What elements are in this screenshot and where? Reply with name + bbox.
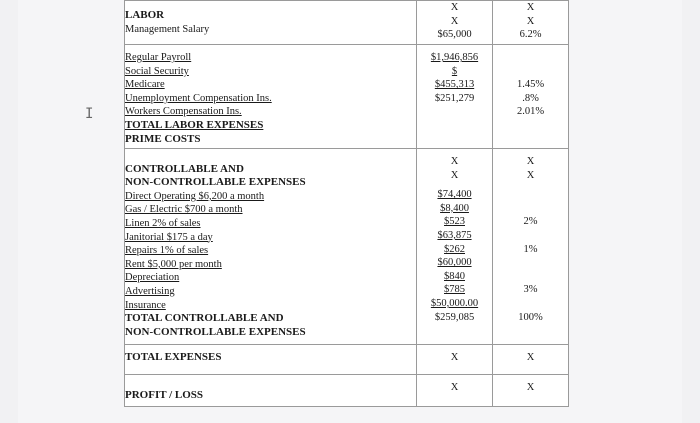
profit-loss-row bbox=[125, 375, 569, 407]
controllable-amount-x2: X bbox=[450, 169, 459, 181]
management-salary-percent: 6.2% bbox=[519, 29, 542, 41]
profit-loss-amount: X bbox=[450, 382, 459, 393]
total-expenses-label-cell bbox=[125, 345, 417, 375]
total-controllable-amount: $259,085 bbox=[434, 311, 475, 323]
profit-loss-label-cell bbox=[125, 375, 417, 407]
total-expenses-label: TOTAL EXPENSES bbox=[125, 351, 222, 363]
unemployment-percent: .8% bbox=[522, 92, 539, 104]
regular-payroll-amount: $1,946,856 bbox=[430, 52, 479, 63]
linen-label: Linen 2% of sales bbox=[125, 217, 201, 229]
payroll-percent-cell bbox=[493, 45, 569, 149]
advertising-amount: $785 bbox=[444, 284, 465, 296]
rent-label: Rent $5,000 per month bbox=[125, 258, 222, 270]
payroll-amount-cell bbox=[417, 45, 493, 149]
total-expenses-row bbox=[125, 345, 569, 375]
prime-costs-label: PRIME COSTS bbox=[125, 132, 201, 145]
total-expenses-amount-cell bbox=[417, 345, 493, 375]
total-labor-label: TOTAL LABOR EXPENSES bbox=[125, 118, 264, 131]
labor-percent-cell bbox=[493, 1, 569, 45]
labor-percent-1: X bbox=[526, 2, 535, 13]
depreciation-amount: $840 bbox=[444, 270, 465, 282]
controllable-amount-cell bbox=[417, 149, 493, 345]
social-security-label: Social Security bbox=[125, 65, 189, 77]
labor-percent-2: X bbox=[526, 15, 535, 27]
gas-electric-label: Gas / Electric $700 a month bbox=[125, 204, 243, 216]
labor-row bbox=[125, 1, 569, 45]
advertising-label: Advertising bbox=[125, 285, 175, 297]
profit-loss-percent-cell bbox=[493, 375, 569, 407]
janitorial-label: Janitorial $175 a day bbox=[125, 231, 213, 243]
social-security-amount: $ bbox=[451, 65, 458, 77]
controllable-label-cell bbox=[125, 149, 417, 345]
regular-payroll-label: Regular Payroll bbox=[125, 52, 192, 63]
repairs-amount: $262 bbox=[444, 243, 465, 255]
management-salary-label: Management Salary bbox=[125, 23, 210, 35]
labor-label-cell bbox=[125, 1, 417, 45]
controllable-percent-x1: X bbox=[526, 156, 535, 167]
labor-heading: LABOR bbox=[125, 9, 165, 21]
rent-amount: $60,000 bbox=[437, 257, 472, 269]
unemployment-amount: $251,279 bbox=[434, 92, 475, 104]
controllable-percent-cell bbox=[493, 149, 569, 345]
total-controllable-label-1: TOTAL CONTROLLABLE AND bbox=[125, 312, 284, 325]
direct-operating-label: Direct Operating $6,200 a month bbox=[125, 190, 265, 202]
insurance-label: Insurance bbox=[125, 299, 166, 311]
labor-amount-1: X bbox=[450, 2, 459, 13]
direct-operating-amount: $74,400 bbox=[437, 189, 472, 201]
gas-electric-amount: $8,400 bbox=[440, 202, 469, 214]
payroll-row bbox=[125, 45, 569, 149]
controllable-percent-x2: X bbox=[526, 169, 535, 181]
worksheet-table bbox=[124, 0, 569, 407]
unemployment-label: Unemployment Compensation Ins. bbox=[125, 92, 272, 104]
total-expenses-amount: X bbox=[450, 352, 459, 363]
text-cursor-icon: I bbox=[85, 106, 94, 122]
profit-loss-label: PROFIT / LOSS bbox=[125, 388, 204, 401]
advertising-percent: 3% bbox=[523, 284, 538, 296]
controllable-heading-2: NON-CONTROLLABLE EXPENSES bbox=[125, 176, 306, 189]
linen-amount: $523 bbox=[444, 216, 465, 228]
total-controllable-label-2: NON-CONTROLLABLE EXPENSES bbox=[125, 325, 306, 338]
controllable-amount-x1: X bbox=[450, 156, 459, 167]
medicare-percent: 1.45% bbox=[516, 79, 545, 91]
medicare-label: Medicare bbox=[125, 79, 165, 91]
total-controllable-percent: 100% bbox=[518, 311, 543, 323]
management-salary-amount: $65,000 bbox=[437, 29, 472, 41]
repairs-percent: 1% bbox=[523, 243, 538, 255]
controllable-row bbox=[125, 149, 569, 345]
linen-percent: 2% bbox=[523, 216, 538, 228]
workers-comp-percent: 2.01% bbox=[516, 106, 545, 118]
janitorial-amount: $63,875 bbox=[437, 229, 472, 241]
payroll-label-cell bbox=[125, 45, 417, 149]
labor-amount-2: X bbox=[450, 15, 459, 27]
depreciation-label: Depreciation bbox=[125, 272, 180, 284]
controllable-heading-1: CONTROLLABLE AND bbox=[125, 162, 244, 175]
workers-comp-label: Workers Compensation Ins. bbox=[125, 106, 242, 118]
total-expenses-percent: X bbox=[526, 352, 535, 363]
profit-loss-percent: X bbox=[526, 382, 535, 393]
insurance-amount: $50,000.00 bbox=[430, 297, 479, 309]
medicare-amount: $455,313 bbox=[434, 79, 475, 91]
total-expenses-percent-cell bbox=[493, 345, 569, 375]
repairs-label: Repairs 1% of sales bbox=[125, 245, 209, 257]
profit-loss-amount-cell bbox=[417, 375, 493, 407]
labor-amount-cell bbox=[417, 1, 493, 45]
